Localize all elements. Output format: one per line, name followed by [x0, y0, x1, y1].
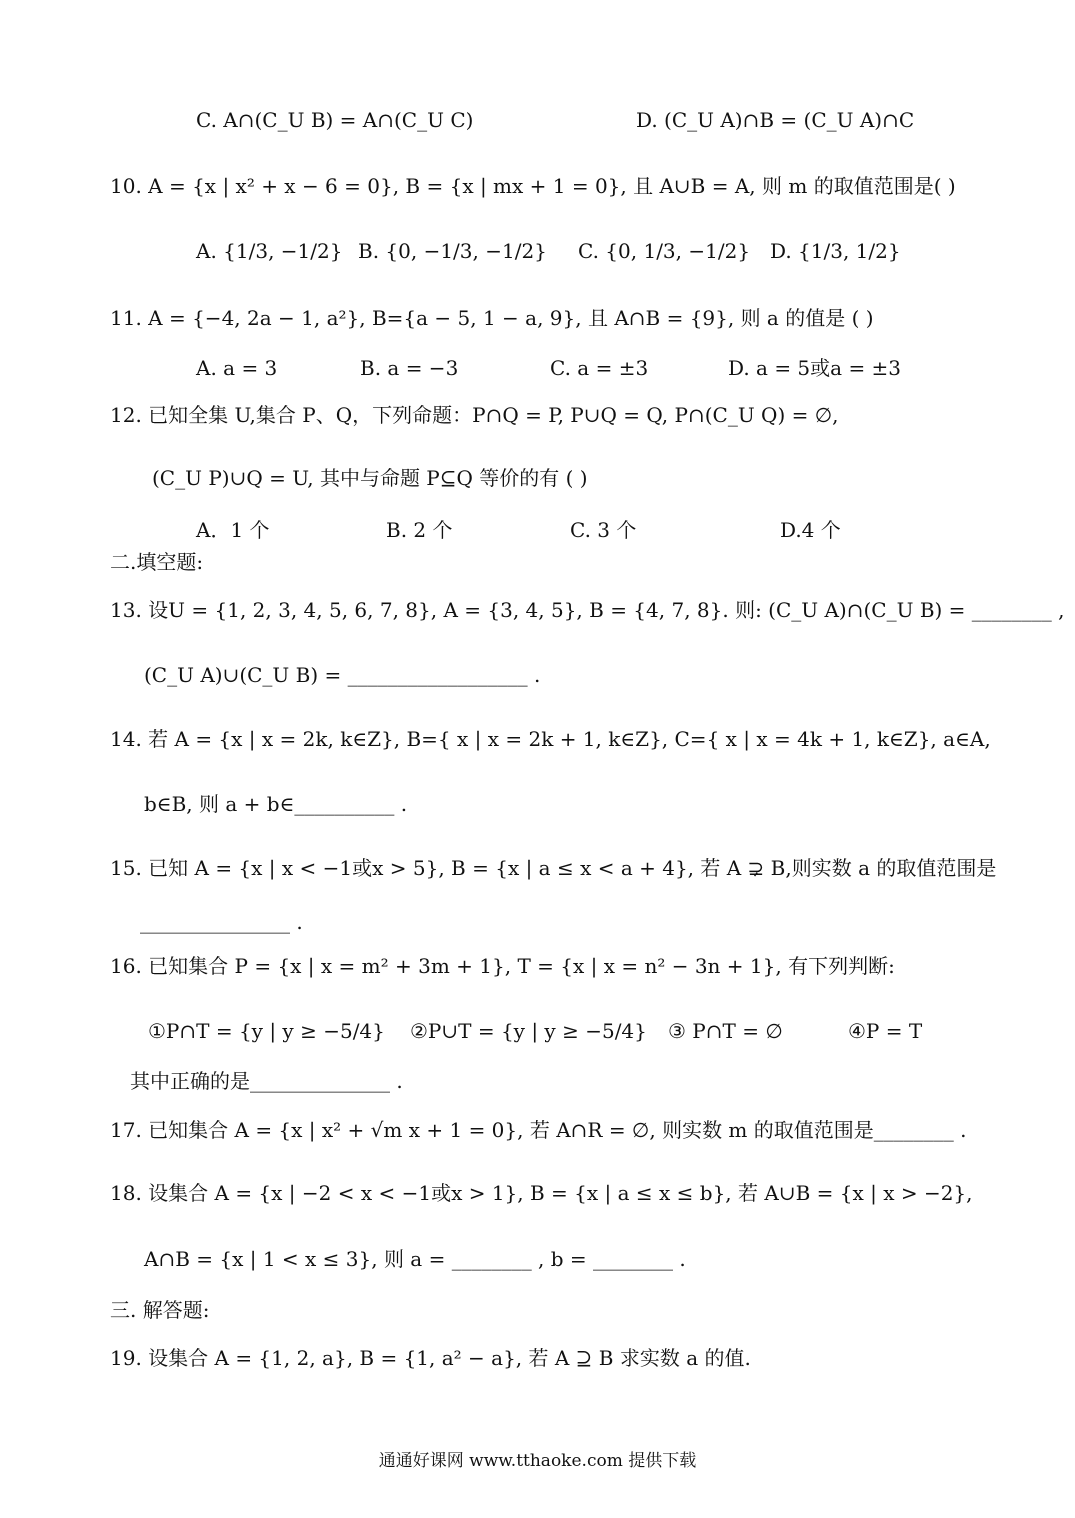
q9-option-c: C. A∩(C_U B) = A∩(C_U C)	[196, 108, 474, 132]
q19-stem: 19. 设集合 A = {1, 2, a}, B = {1, a² − a}, 若 A ⊇ B 求实数 a 的值.	[110, 1346, 751, 1370]
q18-line1: 18. 设集合 A = {x | −2 < x < −1或x > 1}, B = {x | a ≤ x ≤ b}, 若 A∪B = {x | x > −2},	[110, 1181, 973, 1205]
q12-option-b: B. 2 个	[386, 518, 453, 542]
page-footer: 通通好课网 www.tthaoke.com 提供下载	[378, 1451, 697, 1471]
q16-judgment-2: ②P∪T = {y | y ≥ −5/4}	[410, 1019, 647, 1043]
q15-line1: 15. 已知 A = {x | x < −1或x > 5}, B = {x | a ≤ x < a + 4}, 若 A ⊋ B,则实数 a 的取值范围是	[110, 856, 997, 880]
q14-line1: 14. 若 A = {x | x = 2k, k∈Z}, B={ x | x = 2k + 1, k∈Z}, C={ x | x = 4k + 1, k∈Z}, a∈A,	[110, 727, 991, 751]
q12-stem-line1: 12. 已知全集 U,集合 P、Q，下列命题：P∩Q = P, P∪Q = Q, P∩(C_U Q) = ∅,	[110, 403, 839, 427]
q12-stem-line2: (C_U P)∪Q = U, 其中与命题 P⊆Q 等价的有 ( )	[152, 466, 588, 490]
section-answer-heading: 三. 解答题:	[110, 1298, 210, 1322]
q16-line3: 其中正确的是______________ .	[130, 1069, 403, 1093]
section-fill-in-heading: 二.填空题:	[110, 550, 204, 574]
q16-line1: 16. 已知集合 P = {x | x = m² + 3m + 1}, T = {x | x = n² − 3n + 1}, 有下列判断:	[110, 954, 895, 978]
q11-stem: 11. A = {−4, 2a − 1, a²}, B={a − 5, 1 − a, 9}, 且 A∩B = {9}, 则 a 的值是 ( )	[110, 306, 874, 330]
q9-option-d: D. (C_U A)∩B = (C_U A)∩C	[636, 108, 915, 132]
q15-line2: _______________ .	[140, 910, 303, 934]
q16-judgment-4: ④P = T	[848, 1019, 923, 1043]
q10-option-c: C. {0, 1/3, −1/2}	[578, 239, 751, 263]
q10-option-a: A. {1/3, −1/2}	[196, 239, 343, 263]
q14-line2: b∈B, 则 a + b∈__________ .	[144, 792, 408, 816]
q12-option-c: C. 3 个	[570, 518, 637, 542]
q11-option-a: A. a = 3	[196, 356, 278, 380]
q13-line2: (C_U A)∪(C_U B) = __________________ .	[144, 663, 541, 687]
q11-option-c: C. a = ±3	[550, 356, 649, 380]
q10-option-b: B. {0, −1/3, −1/2}	[358, 239, 547, 263]
q11-option-d: D. a = 5或a = ±3	[728, 356, 902, 380]
q16-judgment-1: ①P∩T = {y | y ≥ −5/4}	[148, 1019, 385, 1043]
q18-line2: A∩B = {x | 1 < x ≤ 3}, 则 a = ________ , b = ________ .	[144, 1247, 686, 1271]
q13-line1: 13. 设U = {1, 2, 3, 4, 5, 6, 7, 8}, A = {3, 4, 5}, B = {4, 7, 8}. 则: (C_U A)∩(C_U B) = ________ ,	[110, 598, 1065, 622]
q11-option-b: B. a = −3	[360, 356, 459, 380]
q17-stem: 17. 已知集合 A = {x | x² + √m x + 1 = 0}, 若 A∩R = ∅, 则实数 m 的取值范围是________ .	[110, 1118, 967, 1142]
q10-stem: 10. A = {x | x² + x − 6 = 0}, B = {x | mx + 1 = 0}, 且 A∪B = A, 则 m 的取值范围是( )	[110, 174, 956, 198]
q12-option-a: A．1 个	[196, 518, 270, 542]
q16-judgment-3: ③ P∩T = ∅	[668, 1019, 783, 1043]
q10-option-d: D. {1/3, 1/2}	[770, 239, 901, 263]
q12-option-d: D.4 个	[780, 518, 841, 542]
